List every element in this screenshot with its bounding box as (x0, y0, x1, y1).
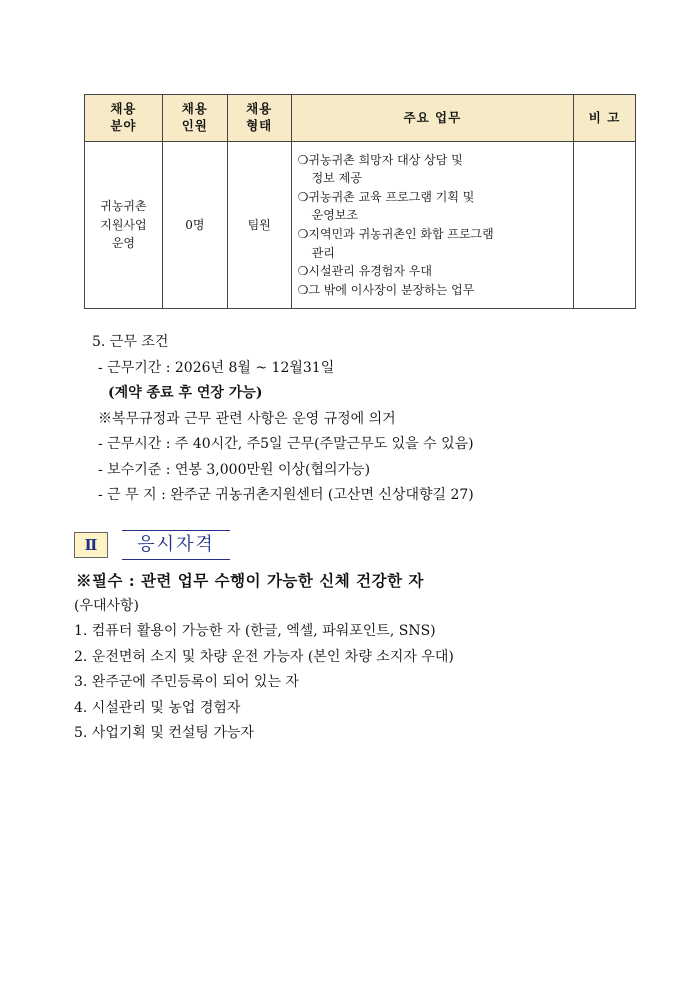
preferred-label: (우대사항) (74, 597, 140, 614)
cell-field: 귀농귀촌 지원사업 운영 (85, 142, 163, 309)
preferred-item: 1. 컴퓨터 활용이 가능한 자 (한글, 엑셀, 파워포인트, SNS) (74, 623, 436, 639)
preferred-item: 5. 사업기획 및 컨설팅 가능자 (74, 725, 254, 741)
duty-item: ❍귀농귀촌 희망자 대상 상담 및 정보 제공 (297, 152, 463, 186)
section-title: 응시자격 (122, 530, 230, 560)
cell-count: 0명 (162, 142, 227, 309)
section-title: 5. 근무 조건 (92, 334, 169, 350)
table-row (85, 142, 636, 309)
required-qualification: ※필수 : 관련 업무 수행이 가능한 신체 건강한 자 (76, 571, 424, 590)
rule-note: ※복무규정과 근무 관련 사항은 운영 규정에 의거 (98, 410, 396, 427)
header-field: 채용 분야 (85, 95, 163, 142)
work-hours: - 근무시간 : 주 40시간, 주5일 근무(주말근무도 있을 수 있음) (98, 436, 474, 452)
preferred-item: 3. 완주군에 주민등록이 되어 있는 자 (74, 674, 299, 690)
duty-item: ❍지역민과 귀농귀촌인 화합 프로그램 관리 (297, 227, 494, 260)
preferred-item: 2. 운전면허 소지 및 차량 운전 가능자 (본인 차량 소지자 우대) (74, 648, 454, 665)
header-duties: 주요 업무 (291, 95, 573, 142)
cell-note (574, 142, 636, 309)
qualifications (74, 568, 454, 747)
pay-standard: - 보수기준 : 연봉 3,000만원 이상(협의가능) (98, 461, 371, 478)
duty-item: ❍시설관리 유경험자 우대 (297, 264, 432, 279)
work-location: - 근 무 지 : 완주군 귀농귀촌지원센터 (고산면 신상대향길 27) (98, 487, 474, 503)
table-header-row (85, 95, 636, 142)
cell-type: 팀원 (227, 142, 291, 309)
recruitment-table (84, 94, 636, 309)
extension-note: (계약 종료 후 연장 가능) (108, 385, 263, 401)
section-numeral: Ⅱ (74, 532, 108, 558)
preferred-item: 4. 시설관리 및 농업 경험자 (74, 699, 241, 716)
header-note: 비 고 (574, 95, 636, 142)
work-period: - 근무기간 : 2026년 8월 ~ 12월31일 (98, 359, 335, 376)
header-count: 채용 인원 (162, 95, 227, 142)
work-conditions-section (92, 330, 474, 509)
header-type: 채용 형태 (227, 95, 291, 142)
cell-duties (291, 142, 573, 309)
duty-item: ❍그 밖에 이사장이 분장하는 업무 (297, 282, 475, 297)
duty-item: ❍귀농귀촌 교육 프로그램 기획 및 운영보조 (297, 189, 475, 223)
